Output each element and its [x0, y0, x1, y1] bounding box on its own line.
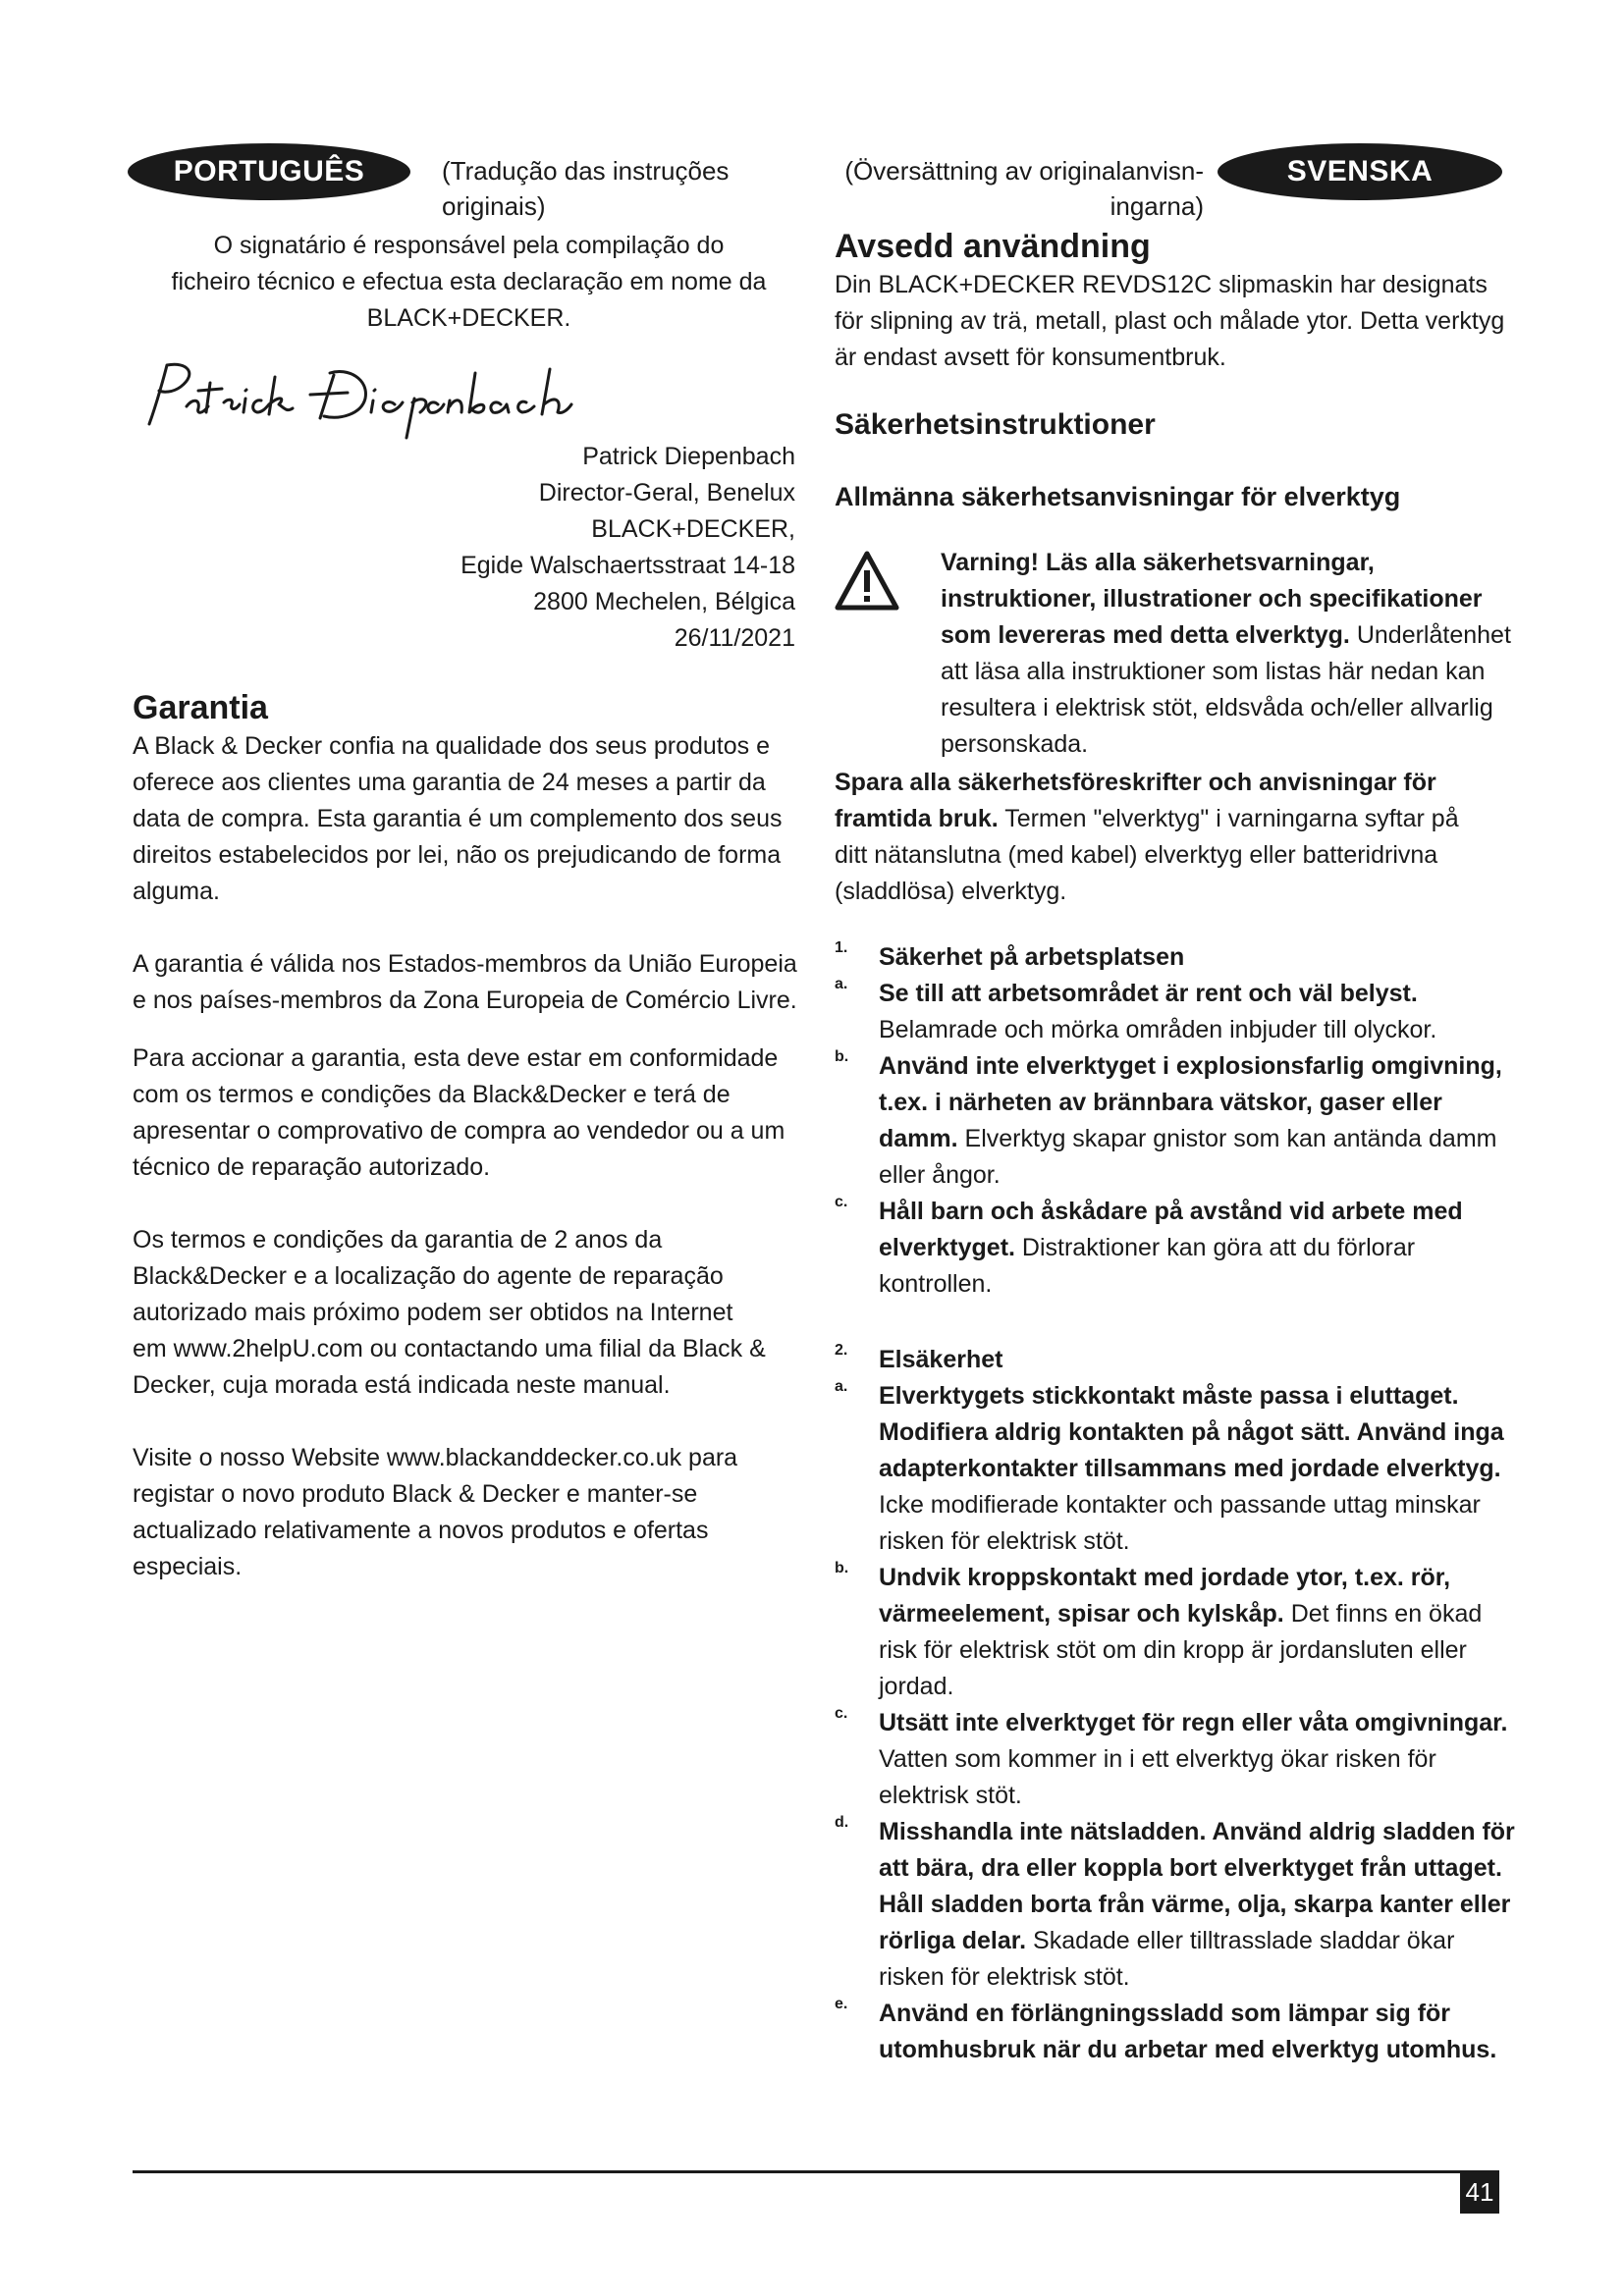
- item-text: Vatten som kommer in i ett elverktyg ökar risken för: [879, 1745, 1436, 1773]
- warranty-section: [133, 687, 805, 1585]
- warranty-line: apresentar o comprovativo de compra ao vendedor ou a um: [133, 1117, 785, 1145]
- save-line: ditt nätanslutna (med kabel) elverktyg eller batteridrivna: [835, 841, 1438, 869]
- section-heading: [835, 1342, 1522, 1378]
- warning-line: att läsa alla instruktioner som listas här nedan kan: [941, 658, 1486, 685]
- list-item: [835, 1996, 1522, 2068]
- language-badge-portuguese: PORTUGUÊS: [128, 143, 410, 200]
- item-bold: Håll barn och åskådare på avstånd vid arbete med: [879, 1198, 1463, 1225]
- item-text: risk för elektrisk stöt om din kropp är jordansluten eller: [879, 1636, 1467, 1664]
- translation-note-pt: [442, 153, 756, 224]
- warranty-line: Visite o nosso Website www.blackanddecker.co.uk para: [133, 1444, 738, 1471]
- item-bold: Använd en förlängningssladd som lämpar sig för: [879, 2000, 1451, 2027]
- language-badge-swedish: SVENSKA: [1218, 143, 1502, 200]
- item-bold: Modifiera aldrig kontakten på något sätt. Använd inga: [879, 1418, 1504, 1446]
- item-marker: a.: [835, 1378, 848, 1395]
- item-marker: b.: [835, 1560, 849, 1576]
- list-item: [835, 1814, 1522, 1996]
- warning-triangle-icon: [835, 551, 899, 612]
- warning-line: resultera i elektrisk stöt, eldsvåda och/eller allvarlig: [941, 694, 1493, 721]
- translation-note-sv-line2: ingarna): [1110, 191, 1204, 221]
- item-marker: c.: [835, 1705, 848, 1722]
- item-marker: e.: [835, 1996, 848, 2012]
- page-number: 41: [1460, 2170, 1499, 2214]
- address-line: Patrick Diepenbach: [582, 443, 795, 470]
- warranty-line: autorizado mais próximo podem ser obtidos na Internet: [133, 1299, 733, 1326]
- declaration-line: BLACK+DECKER.: [366, 304, 571, 332]
- list-item: [835, 1560, 1522, 1705]
- item-text: Det finns en ökad: [1290, 1600, 1483, 1628]
- item-bold: rörliga delar.: [879, 1927, 1027, 1954]
- item-text: Belamrade och mörka områden inbjuder till olyckor.: [879, 1016, 1437, 1043]
- handwritten-signature: [137, 344, 628, 452]
- warranty-line: A Black & Decker confia na qualidade dos seus produtos e: [133, 732, 771, 760]
- item-bold: värmeelement, spisar och kylskåp.: [879, 1600, 1284, 1628]
- list-item: [835, 1048, 1522, 1194]
- warranty-line: com os termos e condições da Black&Decker e terá de: [133, 1081, 731, 1108]
- translation-note-sv-line1: (Översättning av originalanvisn-: [844, 156, 1204, 186]
- warranty-line: direitos estabelecidos por lei, não os prejudicando de forma: [133, 841, 782, 869]
- warranty-line: em www.2helpU.com ou contactando uma filial da Black &: [133, 1335, 766, 1362]
- item-bold: Utsätt inte elverktyget för regn eller våta omgivningar.: [879, 1709, 1508, 1736]
- warranty-line: data de compra. Esta garantia é um complemento dos seus: [133, 805, 783, 832]
- item-text: Distraktioner kan göra att du förlorar: [1021, 1234, 1416, 1261]
- section-title: Säkerhet på arbetsplatsen: [879, 943, 1185, 971]
- item-text: eller ångor.: [879, 1161, 1001, 1189]
- item-marker: a.: [835, 976, 848, 992]
- warning-block: [835, 545, 1522, 763]
- item-bold: adapterkontakter tillsammans med jordade elverktyg.: [879, 1455, 1501, 1482]
- item-marker: d.: [835, 1814, 849, 1831]
- list-item: [835, 1194, 1522, 1303]
- item-text: Elverktyg skapar gnistor som kan antända damm: [964, 1125, 1497, 1152]
- item-text: risken för elektrisk stöt.: [879, 1527, 1130, 1555]
- item-bold: Håll sladden borta från värme, olja, skarpa kanter eller: [879, 1891, 1511, 1918]
- save-text: Termen "elverktyg" i varningarna syftar på: [1004, 805, 1459, 832]
- translation-note-pt-line2: originais): [442, 191, 546, 221]
- warranty-line: técnico de reparação autorizado.: [133, 1153, 491, 1181]
- save-bold: Spara alla säkerhetsföreskrifter och anvisningar för: [835, 769, 1436, 796]
- translation-note-sv: [815, 153, 1204, 224]
- address-line: 26/11/2021: [674, 624, 795, 652]
- item-bold: utomhusbruk när du arbetar med elverktyg utomhus.: [879, 2036, 1497, 2063]
- right-column: [835, 222, 1522, 2068]
- intended-use-line: Din BLACK+DECKER REVDS12C slipmaskin har designats: [835, 271, 1488, 298]
- item-bold: elverktyget.: [879, 1234, 1015, 1261]
- warranty-line: especiais.: [133, 1553, 243, 1580]
- warning-line: [941, 545, 1522, 581]
- warranty-line: e nos países-membros da Zona Europeia de Comércio Livre.: [133, 987, 797, 1014]
- address-line: Egide Walschaertsstraat 14-18: [460, 552, 795, 579]
- warning-bold: instruktioner, illustrationer och specifikationer: [941, 585, 1483, 613]
- address-line: Director-Geral, Benelux: [538, 479, 795, 507]
- warning-line: personskada.: [941, 730, 1089, 758]
- item-bold: Undvik kroppskontakt med jordade ytor, t.ex. rör,: [879, 1564, 1451, 1591]
- declaration-line: O signatário é responsável pela compilação do: [213, 232, 725, 259]
- item-text: risken för elektrisk stöt.: [879, 1963, 1130, 1991]
- warranty-line: Os termos e condições da garantia de 2 anos da: [133, 1226, 663, 1254]
- item-marker: b.: [835, 1048, 849, 1065]
- address-line: BLACK+DECKER,: [591, 515, 795, 543]
- warranty-line: oferece aos clientes uma garantia de 24 meses a partir da: [133, 769, 766, 796]
- intended-use-line: för slipning av trä, metall, plast och målade ytor. Detta verktyg: [835, 307, 1505, 335]
- item-bold: Elverktygets stickkontakt måste passa i eluttaget.: [879, 1382, 1459, 1410]
- footer-rule: [133, 2170, 1497, 2173]
- warning-line: [941, 581, 1522, 617]
- list-item: [835, 976, 1522, 1048]
- warranty-paragraph: [133, 1440, 805, 1585]
- address-line: 2800 Mechelen, Bélgica: [533, 588, 795, 615]
- item-bold: Misshandla inte nätsladden. Använd aldrig sladden för: [879, 1818, 1515, 1845]
- warning-bold: Varning! Läs alla säkerhetsvarningar,: [941, 549, 1375, 576]
- declaration-line: ficheiro técnico e efectua esta declaração em nome da: [171, 268, 767, 295]
- section-title: Elsäkerhet: [879, 1346, 1003, 1373]
- list-item: [835, 1705, 1522, 1814]
- intended-use-line: är endast avsett för konsumentbruk.: [835, 344, 1226, 371]
- warranty-paragraph: [133, 728, 805, 910]
- item-text: Skadade eller tilltrasslade sladdar ökar: [1033, 1927, 1455, 1954]
- item-bold: Använd inte elverktyget i explosionsfarlig omgivning,: [879, 1052, 1502, 1080]
- warranty-paragraph: [133, 946, 805, 1019]
- item-text: Icke modifierade kontakter och passande uttag minskar: [879, 1491, 1481, 1519]
- save-bold: framtida bruk.: [835, 805, 999, 832]
- item-bold: damm.: [879, 1125, 958, 1152]
- save-line: [835, 801, 1522, 837]
- section-number: 1.: [835, 939, 848, 956]
- warranty-line: Black&Decker e a localização do agente de reparação: [133, 1262, 724, 1290]
- section-workplace-safety: [835, 939, 1522, 1303]
- item-text: kontrollen.: [879, 1270, 993, 1298]
- item-marker: c.: [835, 1194, 848, 1210]
- warranty-line: A garantia é válida nos Estados-membros da União Europeia: [133, 950, 797, 978]
- save-instructions: [835, 765, 1522, 910]
- item-text: elektrisk stöt.: [879, 1782, 1022, 1809]
- warning-line: [941, 617, 1522, 654]
- item-bold: t.ex. i närheten av brännbara vätskor, gaser eller: [879, 1089, 1442, 1116]
- translation-note-pt-line1: (Tradução das instruções: [442, 156, 730, 186]
- warning-bold: som levereras med detta elverktyg.: [941, 621, 1350, 649]
- item-text: jordad.: [879, 1673, 954, 1700]
- warranty-paragraph: [133, 1222, 805, 1404]
- safety-instructions-title: Säkerhetsinstruktioner: [835, 408, 1156, 441]
- section-heading: [835, 939, 1522, 976]
- warranty-line: Decker, cuja morada está indicada neste manual.: [133, 1371, 671, 1399]
- signatory-address: [373, 439, 795, 657]
- item-bold: Se till att arbetsområdet är rent och väl belyst.: [879, 980, 1418, 1007]
- save-line: [835, 765, 1522, 801]
- warranty-line: Para accionar a garantia, esta deve estar em conformidade: [133, 1044, 779, 1072]
- intended-use-title: Avsedd användning: [835, 228, 1151, 265]
- save-line: (sladdlösa) elverktyg.: [835, 878, 1067, 905]
- warranty-title: Garantia: [133, 689, 268, 726]
- warranty-line: actualizado relativamente a novos produtos e ofertas: [133, 1517, 709, 1544]
- declaration-block: [133, 228, 805, 337]
- list-item: [835, 1378, 1522, 1560]
- warning-text: Underlåtenhet: [1356, 621, 1511, 649]
- section-number: 2.: [835, 1342, 848, 1359]
- general-safety-title: Allmänna säkerhetsanvisningar för elverktyg: [835, 482, 1401, 511]
- warranty-line: registar o novo produto Black & Decker e manter-se: [133, 1480, 698, 1508]
- warranty-paragraph: [133, 1041, 805, 1186]
- section-electrical-safety: [835, 1342, 1522, 2068]
- warranty-line: alguma.: [133, 878, 220, 905]
- item-bold: att bära, dra eller koppla bort elverktyget från uttaget.: [879, 1854, 1502, 1882]
